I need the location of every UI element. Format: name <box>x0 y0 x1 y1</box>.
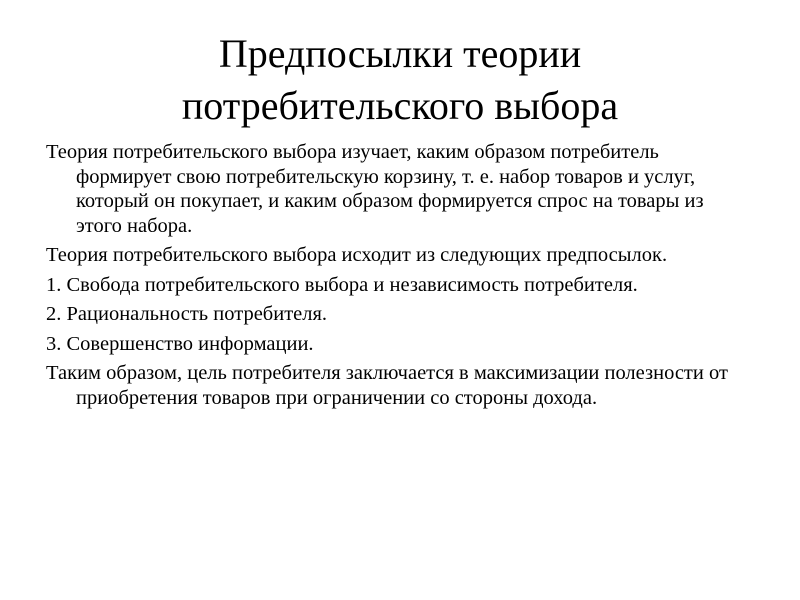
paragraph-premises: Теория потребительского выбора исходит из следующих предпосылок. <box>46 244 668 266</box>
premise-item-2: 2. Рациональность потребителя. <box>46 303 328 325</box>
paragraph-intro: Теория потребительского выбора изучает, каким образом потребитель формирует свою потребительскую корзину, т. е. набор товаров и услуг, который он покупает, и каким образом формируется спрос на товары из этого набора. <box>46 141 704 237</box>
premise-item-3: 3. Совершенство информации. <box>46 332 314 355</box>
slide-title <box>40 28 760 132</box>
slide-title-line-2: потребительского выбора <box>181 83 619 128</box>
slide-body <box>46 140 746 415</box>
premise-item-1: 1. Свобода потребительского выбора и независимость потребителя. <box>46 273 638 296</box>
slide-title-line-1: Предпосылки теории <box>218 31 582 76</box>
paragraph-conclusion: Таким образом, цель потребителя заключается в максимизации полезности от приобретения товаров при ограничении со стороны дохода. <box>46 362 728 409</box>
